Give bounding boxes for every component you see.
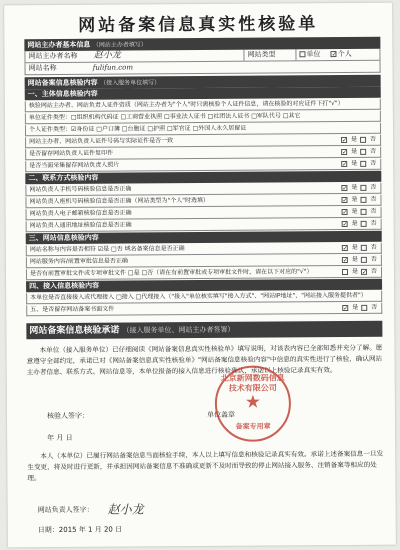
yes-no-check[interactable]: [339, 243, 377, 253]
yes-no-check[interactable]: [339, 267, 377, 277]
yes-no-check[interactable]: [338, 147, 376, 157]
checked-checkbox-icon[interactable]: ✓: [342, 256, 348, 264]
item-text: 网站主办者、网站负责人证件号码与实际证件是否一致: [29, 137, 174, 146]
checkbox-icon[interactable]: [361, 244, 367, 250]
checkbox-icon[interactable]: [342, 268, 348, 274]
no-label: 否: [370, 147, 377, 155]
item-text: 一、主体信息核验内容: [27, 89, 98, 99]
yes-no-check[interactable]: [338, 183, 376, 193]
seal-subtext: 备案专用章: [235, 422, 271, 431]
checkbox-icon[interactable]: [360, 160, 366, 166]
no-label: 否: [370, 243, 377, 251]
star-icon: ★: [244, 391, 262, 413]
checkbox-icon[interactable]: [360, 136, 366, 142]
yes-label: 是: [351, 135, 358, 143]
form-title: 网站备案信息真实性核验单: [78, 14, 319, 36]
no-label: 否: [370, 183, 377, 191]
checked-checkbox-icon[interactable]: ✓: [342, 244, 348, 252]
yes-no-check[interactable]: [339, 219, 377, 229]
item-text: 二、联系方式核验内容: [28, 173, 99, 183]
yes-label: 是: [351, 183, 358, 191]
checkbox-icon[interactable]: [360, 196, 366, 202]
declaration-paragraph: 本人（本单位）已履行网站备案信息当面核验手续，本人以上填写信息和核验记录真实有效。承诺上述备案信息一旦发生变更，将及时进行更新，并承担因网站备案信息不准确或更新不及时而导致的停止网站接入服务、注销备案等相应的处理。: [27, 449, 384, 483]
item-text: 五、是否留存网站备案书面文件: [30, 305, 115, 314]
owner-signature-label: 网站负责人签字：: [37, 505, 94, 515]
unit-seal-label: 单位盖章: [206, 410, 236, 419]
checked-checkbox-icon[interactable]: ✓: [361, 268, 368, 276]
checkbox-icon[interactable]: [360, 184, 366, 190]
item-text: 网站名称与内容是否相符 ☑是 □否 域名备案信息是否正确: [29, 245, 185, 254]
item-text: 核验网站主办者、网站负责人证件资质（网站主办者为"个人"时只需核验个人证件信息，请在核验的对应证件下打"√"）: [28, 99, 344, 110]
commitment-note: （接入服务单位、网站主办者签署）: [122, 325, 235, 335]
host-name-label: 网站主办者名称: [28, 51, 78, 61]
host-type-options[interactable]: [295, 49, 351, 60]
verifier-signature-label: 核验人签字：: [46, 411, 90, 421]
checked-checkbox-icon[interactable]: ✓: [343, 304, 349, 312]
owner-sign-date: 日期：2015 年 1 月 20 日: [37, 525, 123, 535]
yes-label: 是: [351, 219, 358, 227]
verification-form: [4, 3, 396, 548]
checked-checkbox-icon[interactable]: ✓: [342, 136, 348, 144]
yes-label: 是: [352, 303, 359, 311]
yes-label: 是: [351, 147, 358, 155]
commitment-paragraph: 本单位（接入服务单位）已仔细阅读《网站备案信息真实性核验单》填写说明，对该表内容已全部知悉并充分了解。愿意遵守全部约定，承诺已对《网站备案信息真实性核验单》"网站备案信息核验内容"中信息的真实性进行了核验，确认网站主办者信息、联系方式、网站信息等，本单位报备的接入信息进行核验确认，承诺以上核验记录真实有效。: [26, 343, 383, 377]
checkbox-icon[interactable]: [361, 220, 367, 226]
yes-no-check[interactable]: [339, 255, 377, 265]
verification-row: [26, 303, 382, 316]
section-host-title: 网站主办者基本信息: [27, 40, 91, 50]
item-text: 三、网站信息核验内容: [28, 233, 99, 243]
yes-no-check[interactable]: [338, 195, 376, 205]
host-type-unit: 单位: [306, 50, 321, 59]
section-verify-title: 网站备案信息核验内容: [27, 78, 98, 88]
item-text: 单位证件类型：□组织机构代码证 □工商营业执照 □事业法人证书 □社团法人证书 □军队代号 □其它: [28, 112, 301, 122]
item-text: 网站负责人通讯地址核验信息是否正确: [29, 221, 132, 230]
item-text: 个人证件类型：☑身份证 □户口簿 □台胞证 □护照 □军官证 □外国人永久居留证: [28, 124, 247, 134]
item-text: 是否有前置审批文件或专项审批文件 □是 □否（请在有前置审批或专项审批文件时，请在以下对应的"√"）: [29, 268, 313, 278]
host-name-value[interactable]: 赵小龙: [93, 50, 121, 61]
item-text: 是否留存网站负责人证件复印件: [29, 149, 114, 158]
commitment-title: 网站备案信息核验承诺: [29, 325, 120, 337]
no-label: 否: [370, 207, 377, 215]
item-text: 网站负责人手机号码核验信息是否正确: [29, 185, 132, 194]
yes-label: 是: [351, 267, 358, 275]
host-type-label: 网站类型: [243, 49, 275, 60]
section-verify-note: （接入服务单位填写）: [100, 79, 161, 87]
yes-no-check[interactable]: [339, 303, 377, 313]
site-name-row: [25, 61, 381, 75]
checked-checkbox-icon[interactable]: ✓: [342, 196, 348, 204]
yes-label: 是: [351, 243, 358, 251]
no-label: 否: [370, 135, 377, 143]
no-label: 否: [370, 267, 378, 275]
company-seal: [215, 365, 292, 442]
site-name-label: 网站名称: [28, 63, 57, 73]
host-type-person: 个人: [337, 49, 352, 59]
item-text: 网站服务内容/前置审批信息是否正确: [29, 257, 128, 266]
checked-checkbox-icon[interactable]: ✓: [342, 208, 348, 216]
no-label: 否: [370, 219, 377, 227]
checkbox-icon[interactable]: [361, 304, 367, 310]
site-name-value[interactable]: fulifun.com: [92, 63, 133, 72]
item-text: 是否当面采集留存网站负责人照片: [29, 161, 120, 170]
checkbox-icon[interactable]: [361, 256, 367, 262]
yes-label: 是: [351, 255, 358, 263]
checked-checkbox-icon[interactable]: ✓: [331, 51, 337, 59]
no-label: 否: [370, 159, 377, 167]
owner-signature[interactable]: 赵小龙: [107, 502, 144, 517]
no-label: 否: [370, 195, 377, 203]
verify-date: 年 月 日: [47, 433, 73, 443]
checked-checkbox-icon[interactable]: ✓: [342, 220, 348, 228]
item-text: 本单位是否直接接入或代理接入 □接入 □代理接入（"接入"单位核实填写"接入方式"、"网站IP地址"、"网站接入服务提供者"）: [30, 291, 367, 302]
commitment-header: [26, 321, 382, 339]
checked-checkbox-icon[interactable]: ✓: [342, 184, 348, 192]
yes-label: 是: [351, 159, 358, 167]
yes-no-check[interactable]: [338, 135, 376, 145]
item-text: 四、接入信息核验内容: [29, 281, 100, 291]
no-label: 否: [371, 303, 378, 311]
checked-checkbox-icon[interactable]: ✓: [342, 160, 348, 168]
item-text: 网站负责人座机号码核验信息是否正确（网站类型为"个人"时选填）: [29, 196, 210, 206]
yes-label: 是: [351, 207, 358, 215]
yes-no-check[interactable]: [338, 159, 376, 169]
yes-label: 是: [351, 195, 358, 203]
checkbox-icon[interactable]: [361, 208, 367, 214]
no-label: 否: [370, 255, 377, 263]
checked-checkbox-icon[interactable]: ✓: [342, 148, 348, 156]
checkbox-icon[interactable]: [299, 51, 305, 57]
yes-no-check[interactable]: [338, 207, 376, 217]
item-text: 网站负责人电子邮箱核验信息是否正确: [29, 209, 132, 218]
section-host-note: （网站主办者填写）: [92, 41, 147, 49]
seal-text: 北京新网数码信息技术有限公司: [220, 373, 285, 393]
checkbox-icon[interactable]: [360, 148, 366, 154]
